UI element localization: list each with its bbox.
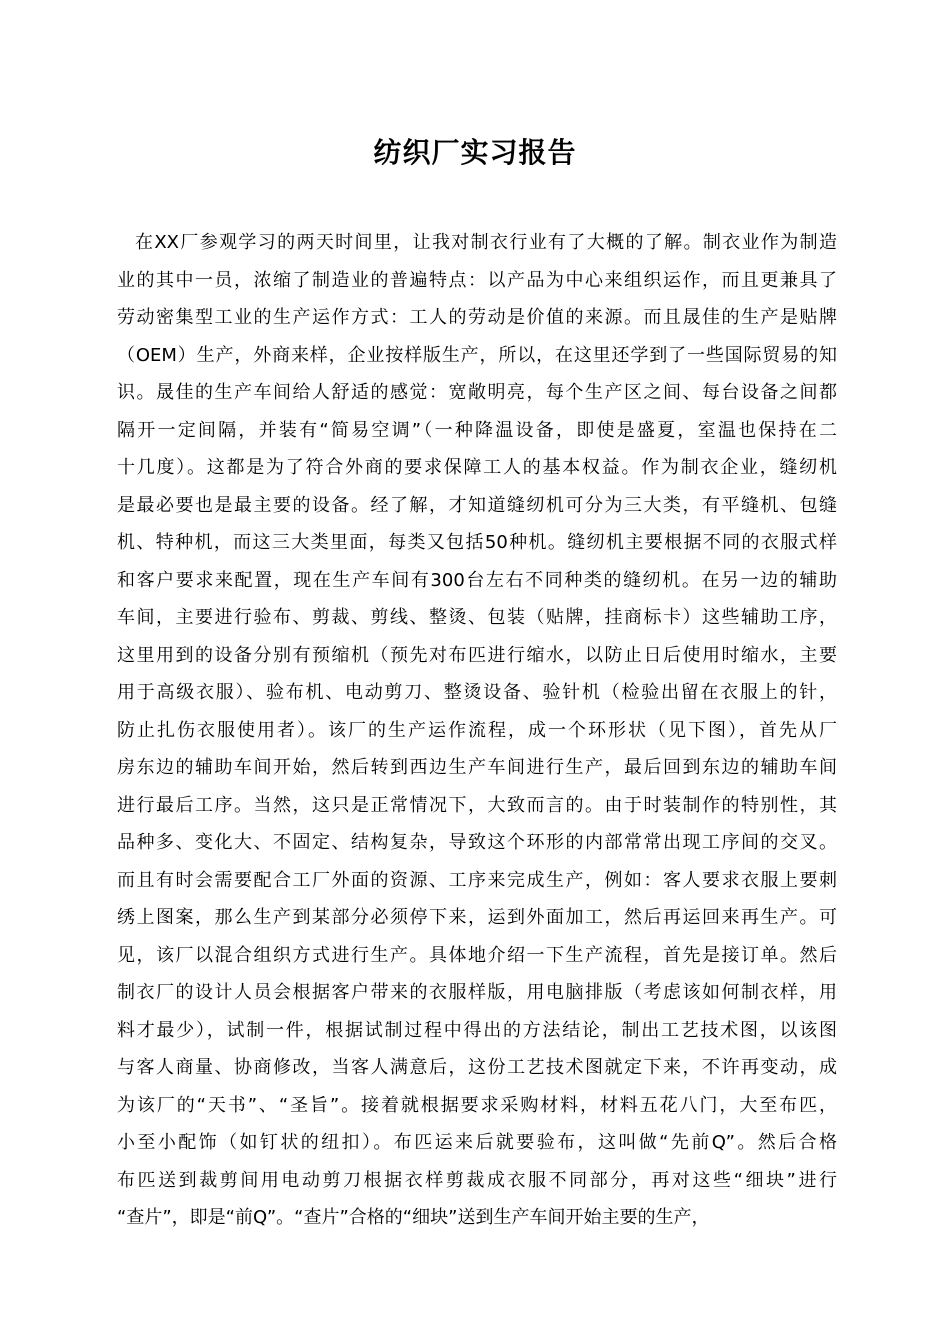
text-line: 这里用到的设备分别有预缩机（预先对布匹进行缩水，以防止日后使用时缩水，主要 (117, 644, 837, 666)
text-line: 与客人商量、协商修改，当客人满意后，这份工艺技术图就定下来，不许再变动，成 (117, 1057, 837, 1078)
text-line: 识。晟佳的生产车间给人舒适的感觉：宽敞明亮，每个生产区之间、每台设备之间都 (117, 382, 837, 403)
text-line: 在XX厂参观学习的两天时间里，让我对制衣行业有了大概的了解。制衣业作为制造 (135, 232, 837, 253)
text-line: 防止扎伤衣服使用者）。该厂的生产运作流程，成一个环形状（见下图），首先从厂 (117, 719, 837, 741)
text-line: 料才最少），试制一件，根据试制过程中得出的方法结论，制出工艺技术图，以该图 (117, 1019, 837, 1041)
text-line: 十几度）。这都是为了符合外商的要求保障工人的基本权益。作为制衣企业，缝纫机 (117, 457, 837, 478)
text-line: 车间，主要进行验布、剪裁、剪线、整烫、包装（贴牌，挂商标卡）这些辅助工序， (117, 607, 837, 628)
text-line: 布匹送到裁剪间用电动剪刀根据衣样剪裁成衣服不同部分，再对这些“细块”进行 (117, 1169, 837, 1191)
text-line: 进行最后工序。当然，这只是正常情况下，大致而言的。由于时装制作的特别性，其 (117, 794, 837, 816)
body-paragraph (117, 224, 837, 1237)
text-line: 品种多、变化大、不固定、结构复杂，导致这个环形的内部常常出现工序间的交叉。 (117, 832, 837, 853)
text-line: 房东边的辅助车间开始，然后转到西边生产车间进行生产，最后回到东边的辅助车间 (117, 757, 837, 778)
text-line: 是最必要也是最主要的设备。经了解，才知道缝纫机可分为三大类，有平缝机、包缝 (117, 494, 837, 516)
text-line: 业的其中一员，浓缩了制造业的普遍特点：以产品为中心来组织运作，而且更兼具了 (117, 269, 837, 291)
text-line: “查片”，即是“前Q”。“查片”合格的“细块”送到生产车间开始主要的生产， (117, 1207, 710, 1228)
text-line: 和客户要求来配置，现在生产车间有300台左右不同种类的缝纫机。在另一边的辅助 (117, 569, 837, 591)
text-line: 见，该厂以混合组织方式进行生产。具体地介绍一下生产流程，首先是接订单。然后 (117, 944, 837, 966)
text-line: 用于高级衣服）、验布机、电动剪刀、整烫设备、验针机（检验出留在衣服上的针， (117, 682, 837, 703)
text-line: 劳动密集型工业的生产运作方式：工人的劳动是价值的来源。而且晟佳的生产是贴牌 (117, 307, 837, 328)
text-line: 隔开一定间隔，并装有“简易空调”（一种降温设备，即使是盛夏，室温也保持在二 (117, 419, 837, 441)
text-line: 而且有时会需要配合工厂外面的资源、工序来完成生产，例如：客人要求衣服上要刺 (117, 869, 837, 891)
text-line: 小至小配饰（如钉状的纽扣）。布匹运来后就要验布，这叫做“先前Q”。然后合格 (117, 1132, 837, 1153)
text-line: 制衣厂的设计人员会根据客户带来的衣服样版，用电脑排版（考虑该如何制衣样，用 (117, 982, 837, 1003)
text-line: 绣上图案，那么生产到某部分必须停下来，运到外面加工，然后再运回来再生产。可 (117, 907, 837, 928)
text-line: 为该厂的“天书”、“圣旨”。接着就根据要求采购材料，材料五花八门，大至布匹， (117, 1094, 837, 1116)
text-line: 机、特种机，而这三大类里面，每类又包括50种机。缝纫机主要根据不同的衣服式样 (117, 532, 837, 553)
text-line: （OEM）生产，外商来样，企业按样版生产，所以，在这里还学到了一些国际贸易的知 (117, 344, 837, 366)
document-title: 纺织厂实习报告 (373, 136, 577, 169)
